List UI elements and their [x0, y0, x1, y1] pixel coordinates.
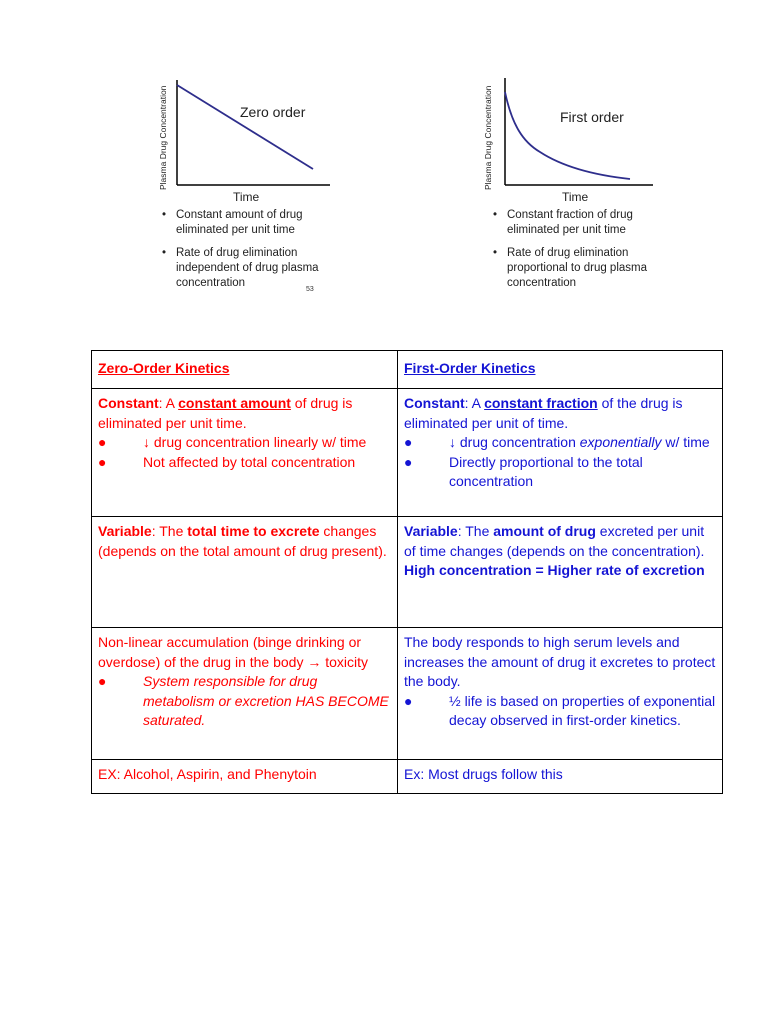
zero-variable-text: Variable: The total time to excrete changes (depends on the total amount of drug present).: [98, 523, 387, 559]
first-example-text: Ex: Most drugs follow this: [404, 766, 563, 782]
header-zero-order: Zero-Order Kinetics: [98, 360, 230, 376]
header-cell-first: [398, 351, 723, 389]
first-variable-text: Variable: The amount of drug excreted per unit of time changes (depends on the concentration).: [404, 523, 705, 559]
zero-order-bullets: [160, 208, 320, 299]
first-order-curve: [505, 92, 630, 179]
slide-number: 53: [306, 286, 314, 293]
zero-consequence-text: Non-linear accumulation (binge drinking or overdose) of the drug in the body → toxicity: [98, 634, 369, 670]
zero-order-title: Zero order: [240, 104, 306, 120]
zero-constant-bullet-2: ● Not affected by total concentration: [98, 453, 356, 470]
table-row-examples: [92, 760, 723, 794]
zero-order-plot: [150, 70, 340, 195]
first-constant-text: Constant: A constant fraction of the drug is eliminated per unit of time.: [404, 395, 683, 431]
cell-first-example: [398, 760, 723, 794]
zero-bullet-2: • Rate of drug elimination independent of drug plasma concentration: [162, 247, 319, 289]
zero-x-axis-label: Time: [233, 190, 260, 204]
zero-y-axis-label: Plasma Drug Concentration: [158, 85, 168, 190]
table-row-constant: [92, 389, 723, 517]
first-constant-bullet-1: ● ↓ drug concentration exponentially w/ time: [404, 434, 710, 450]
kinetics-comparison-table: [91, 350, 723, 794]
header-first-order: First-Order Kinetics: [404, 360, 536, 376]
cell-first-constant: [398, 389, 723, 517]
table-row-consequence: [92, 628, 723, 760]
first-order-bullets: [491, 208, 656, 299]
cell-zero-example: [92, 760, 398, 794]
first-y-axis-label: Plasma Drug Concentration: [483, 85, 493, 190]
first-order-title: First order: [560, 109, 624, 125]
cell-zero-consequence: [92, 628, 398, 760]
first-bullet-1: • Constant fraction of drug eliminated per unit time: [493, 209, 633, 236]
first-consequence-text: The body responds to high serum levels and increases the amount of drug it excretes to protect the body.: [404, 634, 716, 689]
zero-constant-text: Constant: A constant amount of drug is eliminated per unit time.: [98, 395, 353, 431]
zero-example-text: EX: Alcohol, Aspirin, and Phenytoin: [98, 766, 317, 782]
first-order-graph: [478, 70, 668, 204]
table-header-row: [92, 351, 723, 389]
first-variable-bold-line: High concentration = Higher rate of excretion: [404, 562, 705, 578]
first-constant-bullet-2: ● Directly proportional to the total concentration: [404, 453, 643, 489]
first-order-plot: [478, 70, 668, 195]
zero-bullet-1: • Constant amount of drug eliminated per unit time: [162, 209, 303, 236]
table-row-variable: [92, 517, 723, 628]
cell-first-variable: [398, 517, 723, 628]
first-bullet-2: • Rate of drug elimination proportional to drug plasma concentration: [493, 247, 647, 289]
first-x-axis-label: Time: [562, 190, 589, 204]
zero-order-line: [177, 85, 313, 169]
zero-consequence-bullet: ● System responsible for drug metabolism or excretion HAS BECOME saturated.: [98, 673, 389, 728]
header-cell-zero: [92, 351, 398, 389]
zero-constant-bullet-1: ● ↓ drug concentration linearly w/ time: [98, 434, 367, 450]
zero-order-graph: [150, 70, 340, 204]
cell-zero-constant: [92, 389, 398, 517]
first-consequence-bullet: ● ½ life is based on properties of exponential decay observed in first-order kinetics.: [404, 692, 716, 728]
cell-zero-variable: [92, 517, 398, 628]
cell-first-consequence: [398, 628, 723, 760]
